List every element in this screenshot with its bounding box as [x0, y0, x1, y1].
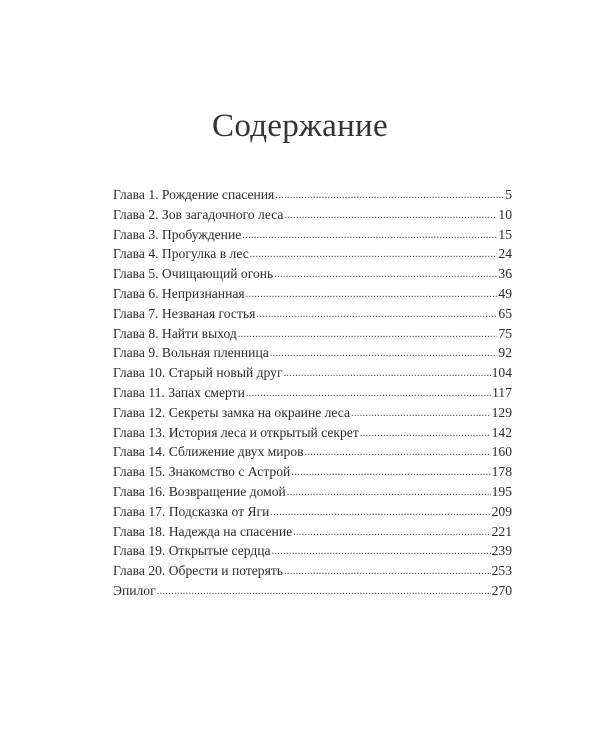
dot-leader [274, 264, 497, 284]
toc-entry-page: 270 [491, 582, 512, 598]
toc-entry-label: Глава 2. Зов загадочного леса [113, 206, 284, 222]
toc-entry-page: 24 [498, 246, 512, 262]
toc-entry [113, 482, 512, 502]
toc-entry-page: 160 [491, 444, 512, 460]
dot-leader [256, 304, 497, 324]
toc-entry-label: Глава 7. Незваная гостья [113, 305, 256, 321]
toc-entry-label: Глава 13. История леса и открытый секрет [113, 424, 359, 440]
toc-entry [113, 304, 512, 324]
toc-entry-label: Глава 9. Вольная пленница [113, 345, 269, 361]
toc-entry [113, 284, 512, 304]
toc-entry [113, 343, 512, 363]
dot-leader [287, 482, 491, 502]
dot-leader [360, 423, 491, 443]
toc-entry [113, 561, 512, 581]
dot-leader [238, 324, 498, 344]
dot-leader [284, 363, 491, 383]
toc-entry-page: 75 [498, 325, 512, 341]
dot-leader [250, 244, 498, 264]
dot-leader [293, 522, 490, 542]
toc-entry [113, 363, 512, 383]
toc-entry-page: 253 [491, 563, 512, 579]
toc-entry-page: 178 [491, 464, 512, 480]
toc-entry-page: 10 [498, 206, 512, 222]
toc-entry-label: Глава 12. Секреты замка на окраине леса [113, 404, 351, 420]
toc-entry-label: Глава 4. Прогулка в лес [113, 246, 249, 262]
toc-entry [113, 264, 512, 284]
toc-entry-label: Глава 6. Непризнанная [113, 285, 245, 301]
toc-entry-label: Глава 11. Запах смерти [113, 384, 245, 400]
toc-entry-page: 142 [491, 424, 512, 440]
toc-entry [113, 502, 512, 522]
toc-entry-page: 104 [491, 365, 512, 381]
toc-entry [113, 244, 512, 264]
toc-entry [113, 541, 512, 561]
dot-leader [284, 561, 491, 581]
toc-entry-label: Глава 15. Знакомство с Астрой [113, 464, 291, 480]
dot-leader [351, 403, 491, 423]
toc-entry-page: 36 [498, 266, 512, 282]
page-title: Содержание [212, 108, 388, 144]
dot-leader [272, 541, 491, 561]
dot-leader [246, 383, 491, 403]
toc-entry-label: Глава 17. Подсказка от Яги [113, 503, 270, 519]
toc-entry [113, 403, 512, 423]
toc-entry-label: Глава 19. Открытые сердца [113, 543, 271, 559]
toc-entry-page: 117 [492, 384, 512, 400]
toc-entry-label: Глава 1. Рождение спасения [113, 187, 275, 202]
toc-entry-page: 209 [491, 503, 512, 519]
toc-entry-page: 239 [491, 543, 512, 559]
dot-leader [284, 205, 497, 225]
toc-entry-page: 65 [498, 305, 512, 321]
toc-entry [113, 462, 512, 482]
toc-entry-page: 129 [491, 404, 512, 420]
toc-entry [113, 442, 512, 462]
toc-entry [113, 423, 512, 443]
toc-entry [113, 383, 512, 403]
toc-entry-label: Глава 18. Надежда на спасение [113, 523, 293, 539]
toc-entry-page: 5 [505, 187, 512, 202]
toc-entry [113, 324, 512, 344]
dot-leader [291, 462, 490, 482]
toc-entry-label: Глава 3. Пробуждение [113, 226, 242, 242]
toc-entry-label: Глава 5. Очищающий огонь [113, 266, 274, 282]
dot-leader [270, 343, 498, 363]
toc-entry-label: Глава 8. Найти выход [113, 325, 237, 341]
toc-entry [113, 205, 512, 225]
toc-entry-label: Глава 16. Возвращение домой [113, 483, 286, 499]
dot-leader [275, 185, 504, 205]
toc-entry [113, 522, 512, 542]
dot-leader [270, 502, 490, 522]
toc-entry-page: 221 [491, 523, 512, 539]
dot-leader [242, 225, 497, 245]
toc-entry-page: 49 [498, 285, 512, 301]
toc-entry-label: Глава 14. Сближение двух миров [113, 444, 304, 460]
toc-entry [113, 185, 512, 205]
toc-entry-label: Глава 10. Старый новый друг [113, 365, 283, 381]
table-of-contents [113, 185, 512, 601]
dot-leader [157, 581, 491, 601]
dot-leader [246, 284, 498, 304]
toc-entry [113, 225, 512, 245]
toc-entry-label: Эпилог [113, 582, 156, 598]
toc-entry-label: Глава 20. Обрести и потерять [113, 563, 283, 579]
toc-entry-page: 195 [491, 483, 512, 499]
dot-leader [305, 442, 491, 462]
toc-entry-page: 92 [498, 345, 512, 361]
toc-entry-page: 15 [498, 226, 512, 242]
toc-entry-epilogue [113, 581, 512, 601]
